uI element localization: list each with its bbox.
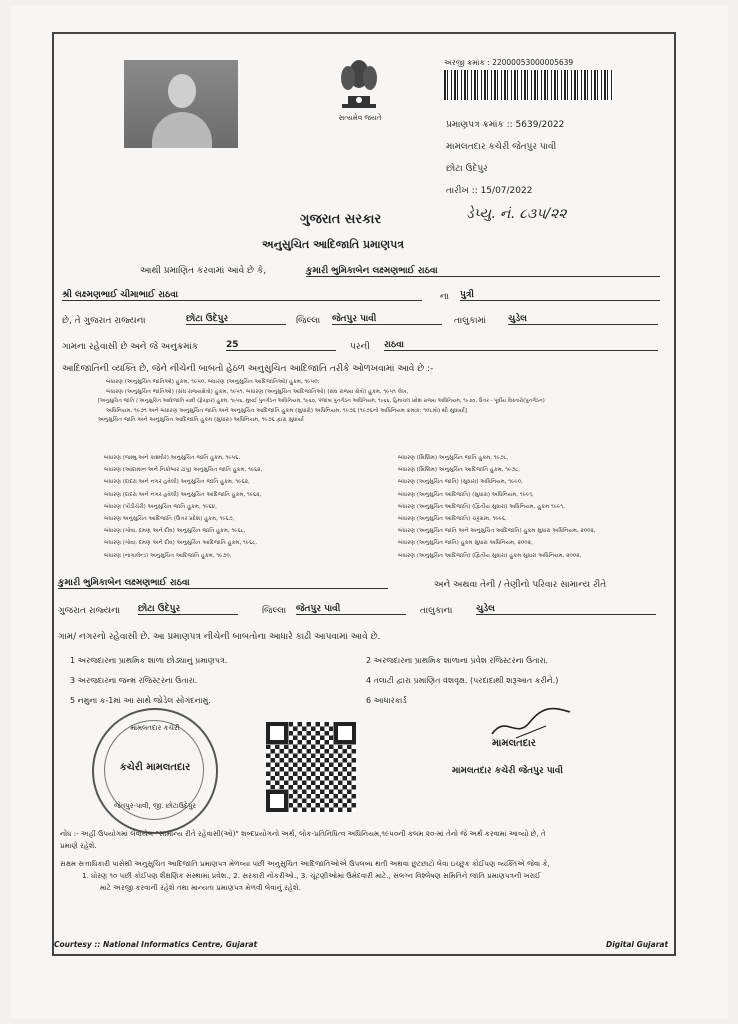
taluka-label-2: તાલુકાના <box>420 606 453 616</box>
orders-right <box>398 452 668 562</box>
note-line: માટે અરજી કરવાની રહેશે તથા માન્યતા પ્રમાણપત્ર મેળવી લેવાનું રહેશે. <box>100 883 301 892</box>
national-emblem-icon <box>334 52 384 110</box>
designation: મામલતદાર <box>492 738 536 749</box>
order-item: બંધારણ (અનુસુચિત જાતિ) હુકમ સુધારા અધિનિયમ, ૨૦૦૨, <box>398 540 533 547</box>
jilla-label: જિલ્લા <box>296 316 321 326</box>
document-item: 1 અરજદારના પ્રાથમિક શાળા છોડ્યાનું પ્રમાણપત્ર. <box>70 656 228 665</box>
note-line: 1. ધોરણ ૧૦ પછી કોઈપણ શૈક્ષણિક સંસ્થામાં પ્રવેશ., 2. સરકારી નોકરીઓ., 3. ચૂંટણીઓમાં ઉમેદવારી માટે., સંલગ્ન વિશ્લેષણ સમિતિને જાતિ પ્રમાણપત્રની ખરાઈ <box>82 871 541 880</box>
district: છોટા ઉદેપુર <box>186 314 286 325</box>
office-seal <box>92 708 218 834</box>
issue-date: તારીખ :: 15/07/2022 <box>446 186 533 196</box>
state-label-2: ગુજરાત રાજ્યના <box>58 606 121 616</box>
order-item: બંધારણ (અનુસુચિત આદિજાતિ) (સુધારા) અધિનિયમ, ૧૯૯૧, <box>398 491 534 498</box>
order-item: અધિનિયમ, ૧૯૭૧ અને બંધારણ અનુસુચિત જાતિ અને અનુસુચિત આદિજાતિ હુકમ (સુધારો) અધિનિયમ, ૧૯૭૬ (૧૯૭૬નો અધિનિયમ ક્રમાંક: ૧૦૮મો) થી સુધાર્યા] <box>106 407 467 414</box>
footer-courtesy: Courtesy :: National Informatics Centre, Gujarat <box>54 940 258 949</box>
document-item: 5 નમુના ક-1માં આ સાથે જોડેલ સોગંદનામું. <box>70 696 211 705</box>
orders-left <box>104 452 384 562</box>
order-item: બંધારણ અનુસુચિત આદિજાતિ (ઉત્તર પ્રદેશ) હુકમ, ૧૯૬૭, <box>104 516 235 523</box>
certificate-number: પ્રમાણપત્ર ક્રમાંક :: 5639/2022 <box>446 120 565 130</box>
order-item: બંધારણ (અનુસુચિત જાતિઓ) (સંઘ રાજ્યક્ષેત્રો) હુકમ, ૧૯૫૧, બંધારણ (અનુસુચિત આદિજાતિઓ) (સંઘ રાજ્ય ક્ષેત્રો) હુકમ, ૧૯૫૧ લેખ, <box>106 388 409 395</box>
seal-top-text: મામલતદાર કચેરી <box>130 724 180 732</box>
seal-center-text: કચેરી મામલતદાર <box>119 762 191 773</box>
order-item: [અનુસુચિત જાતિ / અનુસુચિત આદિજાતિ યાદી (ફેરફાર) હુકમ, ૧૯૫૬, મુંબઈ પુનર્ગઠન અધિનિયમ, ૧૯૬૦, પંજાબ પુનર્ગઠન અધિનિયમ, ૧૯૬૬, હિમાચલ પ્રદેશ રાજ્ય અધિનિયમ, ૧૯૭૦, ઉત્તર - પૂર્વીય વિસ્તારો(પુનર્ગઠન) <box>98 398 545 405</box>
document-item: 4 તલાટી દ્વારા પ્રમાણિત વંશવૃક્ષ. (પરદાદાથી શરૂઆત કરીને.) <box>366 676 559 685</box>
note-line: પ્રમાણે રહેશે. <box>60 841 97 850</box>
relation: પુત્રી <box>460 290 660 301</box>
note-line: નોંધ :- અહીં ઉપયોગમાં લેવાયેલ "સામાન્ય રીતે રહેવાસી(ઓ)" શબ્દપ્રયોગનો અર્થ, લોક-પ્રતિનિધિત્વ અધિનિયમ,૧૯૫૦ની કલમ ૨૦-માં તેનો જે અર્થ કરવામાં આવ્યો છે, તે <box>60 829 546 838</box>
order-item: બંધારણ (પોંડીચેરી) અનુસુચિત જાતિ હુકમ, ૧૯૬૪, <box>104 503 217 510</box>
seal-bottom-text: જેતપુર-પાવી, જી. છોટાઉદેપુર <box>113 802 197 810</box>
order-item: બંધારણ (અનુસુચિત આદિજાતિ) (દ્વિતીય સુધારા) અધિનિયમ, હુકમ ૧૯૯૧, <box>398 503 565 510</box>
page-title: ગુજરાત સરકાર <box>300 212 382 227</box>
order-item: બંધારણ (નાગાલેન્ડ) અનુસુચિત આદિજાતિ હુકમ, ૧૯૭૦, <box>104 552 232 559</box>
applicant-name-2: કુમારી ભુમિકાબેન લક્ષ્મણભાઈ રાઠવા <box>58 578 388 589</box>
document-item: 6 આધારકાર્ડ <box>366 696 407 705</box>
order-item: બંધારણ (ગોવા, દમણ અને દીવ) અનુસુચિત આદિજાતિ હુકમ, ૧૯૬૮, <box>104 540 258 547</box>
issuing-office: મામલતદાર કચેરી જેતપુર પાવી <box>446 142 557 152</box>
order-item: બંધારણ (દાદરા અને નગર હવેલી) અનુસુચિત આદિજાતિ હુકમ, ૧૯૬૨, <box>104 491 262 498</box>
designation-office: મામલતદાર કચેરી જેતપુર પાવી <box>452 766 563 776</box>
notes <box>60 828 672 894</box>
issuing-district: છોટા ઉદેપુર <box>446 164 488 174</box>
applicant-name: કુમારી ભુમિકાબેન લક્ષ્મણભાઈ રાઠવા <box>306 266 660 277</box>
father-name: શ્રી લક્ષ્મણભાઈ ચીમાભાઈ રાઠવા <box>62 290 422 301</box>
page-subtitle: અનુસુચિત આદિજાતિ પ્રમાણપત્ર <box>262 238 405 251</box>
order-item: બંધારણ (અનુસુચિત જાતિઓ) હુકમ, ૧૯૫૦, બંધારણ (અનુસુચિત આદિજાતિઓ) હુકમ, ૧૯૫૦; <box>106 379 320 385</box>
family-text: અને અથવા તેની / તેણીનો પરિવાર સામાન્ય રીતે <box>434 580 607 590</box>
order-item: બંધારણ (અનુસુચિત આદિજાતિ) ચટ્ટગ્રામ, ૧૯૯૬, <box>398 516 507 523</box>
barcode <box>444 70 614 100</box>
order-item: બંધારણ (જમ્મુ અને કાશ્મીર) અનુસુચિત જાતિ હુકમ, ૧૯૫૬, <box>104 455 241 461</box>
orders-top <box>98 378 666 426</box>
order-item: બંધારણ (સિક્કિમ) અનુસુચિત જાતિ હુકમ, ૧૯૭૮, <box>398 455 509 461</box>
basis-text: ગામ/ નગરનો રહેવાસી છે. આ પ્રમાણપત્ર નીચેની બાબતોના આધારે કાઢી આપવામાં આવે છે. <box>58 632 381 642</box>
taluka-label: તાલુકામાં <box>454 316 487 326</box>
na-label: ના <box>440 292 449 302</box>
qr-code <box>266 722 356 812</box>
order-item: બંધારણ (સિક્કિમ) અનુસુચિત આદિજાતિ હુકમ, ૧૯૭૮, <box>398 467 521 474</box>
state-text: છે, તે ગુજરાત રાજ્યના <box>62 316 146 326</box>
applicant-photo <box>124 60 238 148</box>
statement-text: આદિજાતિની વ્યક્તિ છે, જેને નીચેની બાબતો હેઠળ અનુસુચિત આદિજાતિ તરીકે ઓળખવામાં આવે છે :- <box>62 364 434 374</box>
document-item: 3 અરજદારના જન્મ રજિસ્ટરના ઉતારા. <box>70 676 198 685</box>
parni-label: પરની <box>350 342 370 352</box>
footer-brand: Digital Gujarat <box>606 940 669 949</box>
order-item: બંધારણ (આંદામાન અને નિકોબાર ટાપુ) અનુસુચિત જાતિ હુકમ, ૧૯૬૨, <box>104 467 263 474</box>
application-number: અરજી ક્રમાંક : 22000053000005639 <box>444 58 574 67</box>
note-line: સક્ષમ સત્તાધિકારી પાસેથી અનુસુચિત આદિજાતિ પ્રમાણપત્ર મેળવ્યા પછી અનુસુચિત આદિજાતિઓએ ઉપલબ્ધ થતી અથવા છુટછાટો લેવા ઇચ્છુક કોઈપણ વ્યક્તિએ જેવા કે, <box>60 859 550 868</box>
emblem-caption: સત્યમેવ જયતે <box>338 114 382 122</box>
intro-text: આથી પ્રમાણિત કરવામાં આવે છે કે, <box>140 266 267 276</box>
village: ચુડેલ <box>508 314 658 325</box>
taluka: જેતપુર પાવી <box>332 314 442 325</box>
taluka-2: જેતપુર પાવી <box>296 604 406 615</box>
order-item: બંધારણ (અનુસુચિત જાતિ) (સુધારા) અધિનિયમ, ૧૯૯૦, <box>398 479 523 486</box>
district-2: છોટા ઉદેપુર <box>138 604 238 615</box>
order-item: બંધારણ (દાદરા અને નગર હવેલી) અનુસુચિત જાતિ હુકમ, ૧૯૬૨, <box>104 479 250 486</box>
tribe-name: રાઠવા <box>384 340 658 351</box>
village-2: ચુડેલ <box>476 604 656 615</box>
order-item: બંધારણ (અનુસુચિત આદિજાતિ) (દ્વિતીય સુધારા) હુકમ સુધારા અધિનિયમ, ૨૦૦૨, <box>398 552 582 559</box>
jilla-label-2: જિલ્લા <box>262 606 287 616</box>
order-item: બંધારણ (ગોવા, દમણ અને દીવ) અનુસુચિત જાતિ હુકમ, ૧૯૬૮, <box>104 528 246 535</box>
serial-number: 25 <box>226 340 336 351</box>
order-item: અનુસુચિત જાતિ અને અનુસુચિત આદિજાતિ હુકમ (સુધારા) અધિનિયમ, ૧૯૭૬ દ્વારા સુધાર્યા <box>98 417 304 424</box>
order-item: બંધારણ (અનુસુચિત જાતિ અને અનુસુચિત આદિજાતિ) હુકમ સુધારા અધિનિયમ, ૨૦૦૨, <box>398 528 596 535</box>
handwritten-number: ડેપ્યુ. નં. ૮૩૫/૨૨ <box>466 206 567 222</box>
resident-text: ગામના રહેવાસી છે અને જે અનુક્રમાંક <box>62 342 199 352</box>
document-item: 2 અરજદારના પ્રાથમિક શાળાના પ્રવેશ રજિસ્ટરના ઉતારા. <box>366 656 549 665</box>
